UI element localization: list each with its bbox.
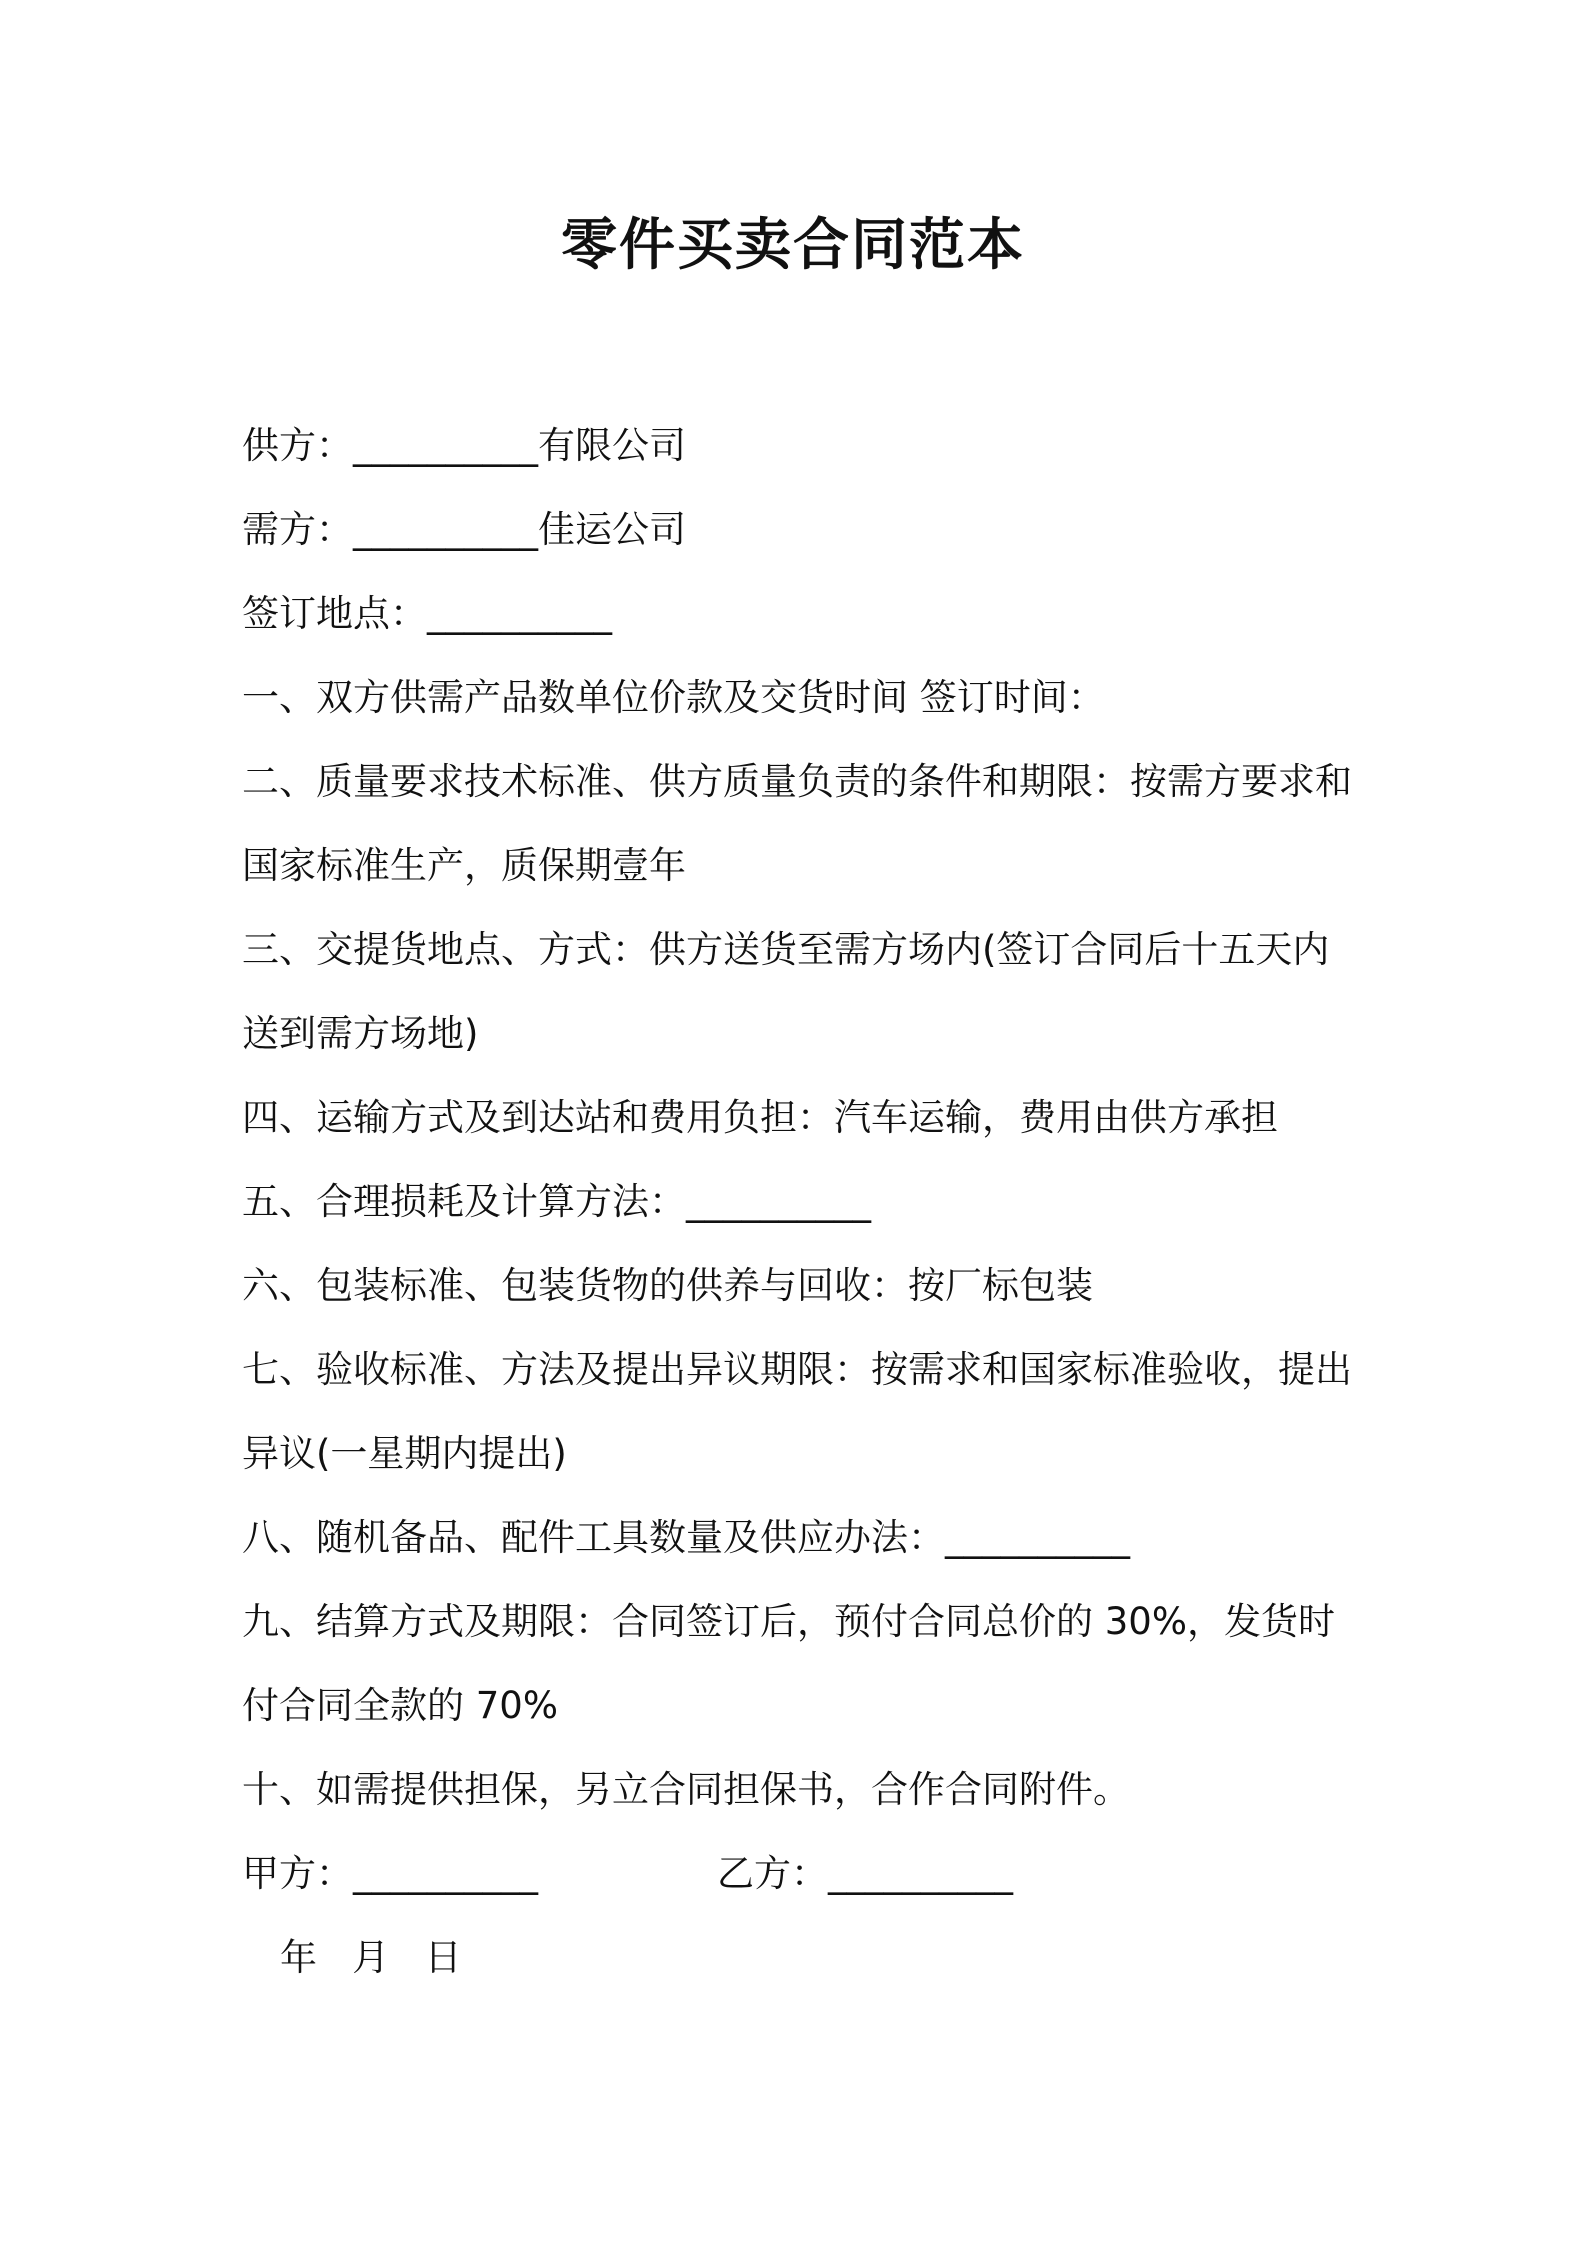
clause-9-continued: 付合同全款的 70% — [242, 1684, 558, 1727]
date-line: 年 月 日 — [280, 1936, 462, 1979]
clause-4: 四、运输方式及到达站和费用负担：汽车运输，费用由供方承担 — [242, 1096, 1278, 1139]
clause-2-continued: 国家标准生产，质保期壹年 — [242, 844, 686, 887]
buyer-line: 需方：__________佳运公司 — [242, 508, 686, 551]
supplier-line: 供方：__________有限公司 — [242, 424, 686, 467]
clause-7-continued: 异议(一星期内提出) — [242, 1432, 567, 1475]
clause-6: 六、包装标准、包装货物的供养与回收：按厂标包装 — [242, 1264, 1093, 1307]
clause-7: 七、验收标准、方法及提出异议期限：按需求和国家标准验收，提出 — [242, 1348, 1352, 1391]
contract-body — [242, 404, 1362, 2000]
document-title: 零件买卖合同范本 — [561, 213, 1025, 278]
party-b-signature: 乙方：__________ — [717, 1852, 1013, 1895]
clause-8: 八、随机备品、配件工具数量及供应办法：__________ — [242, 1516, 1130, 1559]
signing-place-line: 签订地点：__________ — [242, 592, 612, 635]
clause-10: 十、如需提供担保，另立合同担保书，合作合同附件。 — [242, 1768, 1130, 1811]
clause-1: 一、双方供需产品数单位价款及交货时间 签订时间： — [242, 676, 1105, 719]
clause-9: 九、结算方式及期限：合同签订后，预付合同总价的 30%，发货时 — [242, 1600, 1335, 1643]
party-a-signature: 甲方：__________ — [242, 1852, 538, 1895]
clause-3: 三、交提货地点、方式：供方送货至需方场内(签订合同后十五天内 — [242, 928, 1330, 971]
clause-5: 五、合理损耗及计算方法：__________ — [242, 1180, 871, 1223]
clause-2: 二、质量要求技术标准、供方质量负责的条件和期限：按需方要求和 — [242, 760, 1352, 803]
clause-3-continued: 送到需方场地) — [242, 1012, 479, 1055]
signature-row — [242, 1832, 1362, 1916]
